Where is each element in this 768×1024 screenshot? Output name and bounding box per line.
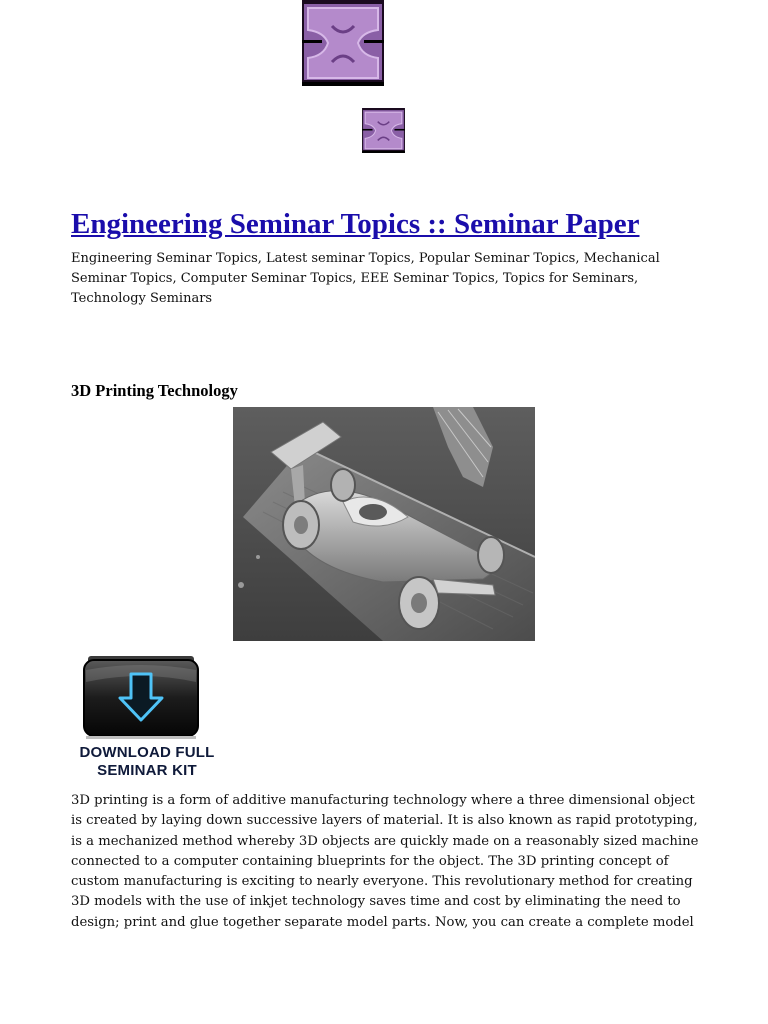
site-description: Engineering Seminar Topics, Latest seminar Topics, Popular Seminar Topics, Mechanical Seminar Topics, Computer Seminar Topics, EEE Seminar Topics, Topics for Seminars, Technology Seminars xyxy=(71,251,660,306)
site-logo-large[interactable] xyxy=(302,0,384,86)
download-full-seminar-kit-button[interactable] xyxy=(76,652,218,784)
post-title: 3D Printing Technology xyxy=(71,381,238,400)
purple-tile-logo-icon xyxy=(302,0,384,86)
3d-printed-race-car-image xyxy=(233,407,535,641)
download-label-line2: SEMINAR KIT xyxy=(97,762,197,779)
purple-tile-logo-icon xyxy=(362,108,405,153)
site-logo-small[interactable] xyxy=(362,108,405,153)
download-label xyxy=(76,744,218,780)
download-arrow-icon xyxy=(76,652,218,744)
site-title-link[interactable]: Engineering Seminar Topics :: Seminar Paper xyxy=(71,208,640,240)
download-label-line1: DOWNLOAD FULL xyxy=(79,744,215,761)
post-body-paragraph: 3D printing is a form of additive manufacturing technology where a three dimensional object is created by laying down successive layers of material. It is also known as rapid prototyping, is a mechanized method whereby 3D objects are quickly made on a reasonably sized machine connected to a computer containing blueprints for the object. The 3D printing concept of custom manufacturing is exciting to nearly everyone. This revolutionary method for creating 3D models with the use of inkjet technology saves time and cost by eliminating the need to design; print and glue together separate model parts. Now, you can create a complete model xyxy=(71,793,699,930)
